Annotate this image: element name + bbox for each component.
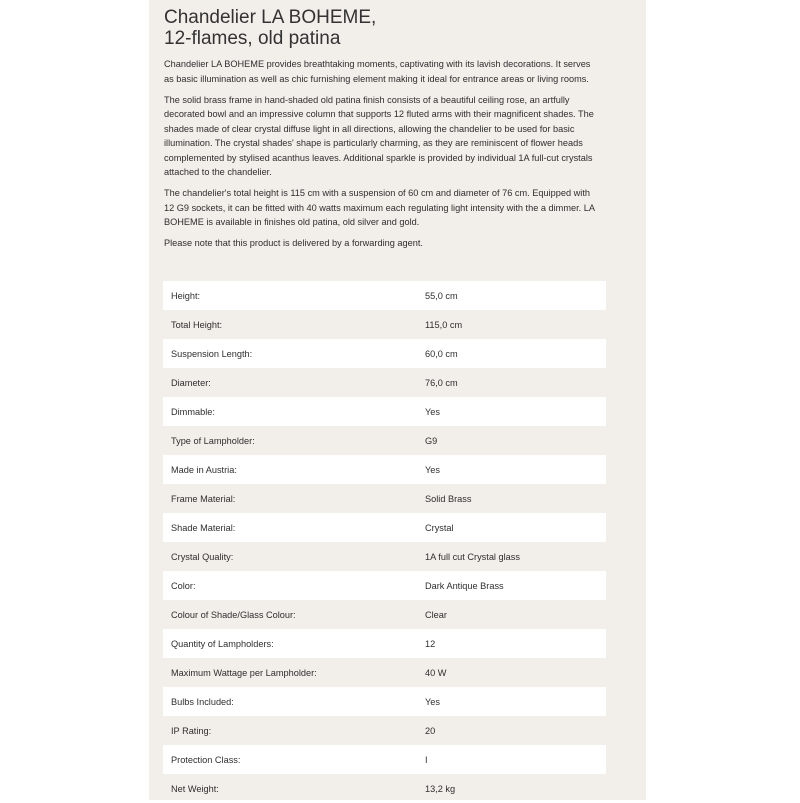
spec-row-lampholder-quantity: [163, 629, 606, 658]
spec-label: Type of Lampholder:: [171, 435, 255, 446]
spec-label: Quantity of Lampholders:: [171, 638, 274, 649]
spec-label: Net Weight:: [171, 783, 219, 794]
spec-row-total-height: [163, 310, 606, 339]
spec-row-bulbs-included: [163, 687, 606, 716]
product-title-line-2: 12-flames, old patina: [164, 28, 341, 49]
spec-value: 60,0 cm: [425, 348, 458, 359]
spec-row-net-weight: [163, 774, 606, 803]
spec-value: Yes: [425, 696, 440, 707]
spec-label: Diameter:: [171, 377, 211, 388]
spec-label: Total Height:: [171, 319, 223, 330]
spec-label: Bulbs Included:: [171, 696, 234, 707]
spec-value: Clear: [425, 609, 447, 620]
spec-label: Dimmable:: [171, 406, 215, 417]
spec-value: 76,0 cm: [425, 377, 458, 388]
product-title-line-1: Chandelier LA BOHEME,: [164, 7, 377, 28]
spec-value: 13,2 kg: [425, 783, 456, 794]
spec-label: Suspension Length:: [171, 348, 253, 359]
product-description: [164, 57, 600, 257]
spec-value: G9: [425, 435, 438, 446]
spec-row-max-wattage: [163, 658, 606, 687]
description-paragraph: Chandelier LA BOHEME provides breathtaking moments, captivating with its lavish decorations. It serves as basic illumination as well as chic furnishing element making it ideal for entrance areas or living rooms.: [164, 59, 591, 84]
product-title: [164, 7, 584, 49]
spec-value: I: [425, 754, 428, 765]
spec-value: 115,0 cm: [425, 319, 463, 330]
spec-value: Solid Brass: [425, 493, 472, 504]
spec-row-protection-class: [163, 745, 606, 774]
spec-label: Colour of Shade/Glass Colour:: [171, 609, 296, 620]
description-paragraph: The solid brass frame in hand-shaded old patina finish consists of a beautiful ceiling rose, an artfully decorated bowl and an impressive column that supports 12 fluted arms with their magnificent shades. The shades made of clear crystal diffuse light in all directions, allowing the chandelier to be used for basic illumination. The crystal shades' shape is particularly charming, as they are reminiscent of flower heads complemented by stylised acanthus leaves. Additional sparkle is provided by individual 1A full-cut crystals attached to the chandelier.: [164, 94, 594, 177]
spec-label: Crystal Quality:: [171, 551, 234, 562]
spec-value: Crystal: [425, 522, 454, 533]
spec-value: 1A full cut Crystal glass: [425, 551, 520, 562]
spec-row-lampholder-type: [163, 426, 606, 455]
spec-row-shade-colour: [163, 600, 606, 629]
spec-row-color: [163, 571, 606, 600]
spec-value: 20: [425, 725, 436, 736]
spec-row-suspension-length: [163, 339, 606, 368]
spec-value: Yes: [425, 406, 440, 417]
spec-value: 55,0 cm: [425, 290, 458, 301]
description-paragraph: Please note that this product is delivered by a forwarding agent.: [164, 238, 423, 248]
spec-value: 40 W: [425, 667, 447, 678]
spec-label: Height:: [171, 290, 201, 301]
spec-label: Shade Material:: [171, 522, 236, 533]
spec-row-height: [163, 281, 606, 310]
spec-row-diameter: [163, 368, 606, 397]
spec-label: IP Rating:: [171, 725, 212, 736]
spec-value: Dark Antique Brass: [425, 580, 504, 591]
spec-label: Maximum Wattage per Lampholder:: [171, 667, 317, 678]
spec-row-made-in-austria: [163, 455, 606, 484]
spec-label: Made in Austria:: [171, 464, 237, 475]
spec-label: Protection Class:: [171, 754, 241, 765]
spec-row-ip-rating: [163, 716, 606, 745]
spec-label: Color:: [171, 580, 196, 591]
spec-row-crystal-quality: [163, 542, 606, 571]
spec-row-dimmable: [163, 397, 606, 426]
spec-row-shade-material: [163, 513, 606, 542]
description-paragraph: The chandelier's total height is 115 cm with a suspension of 60 cm and diameter of 76 cm. Equipped with 12 G9 sockets, it can be fitted with 40 watts maximum each regulating light intensity with the a dimmer. LA BOHEME is available in finishes old patina, old silver and gold.: [164, 188, 595, 227]
spec-value: 12: [425, 638, 436, 649]
spec-label: Frame Material:: [171, 493, 236, 504]
specifications-table: [163, 281, 606, 803]
spec-row-frame-material: [163, 484, 606, 513]
spec-value: Yes: [425, 464, 440, 475]
